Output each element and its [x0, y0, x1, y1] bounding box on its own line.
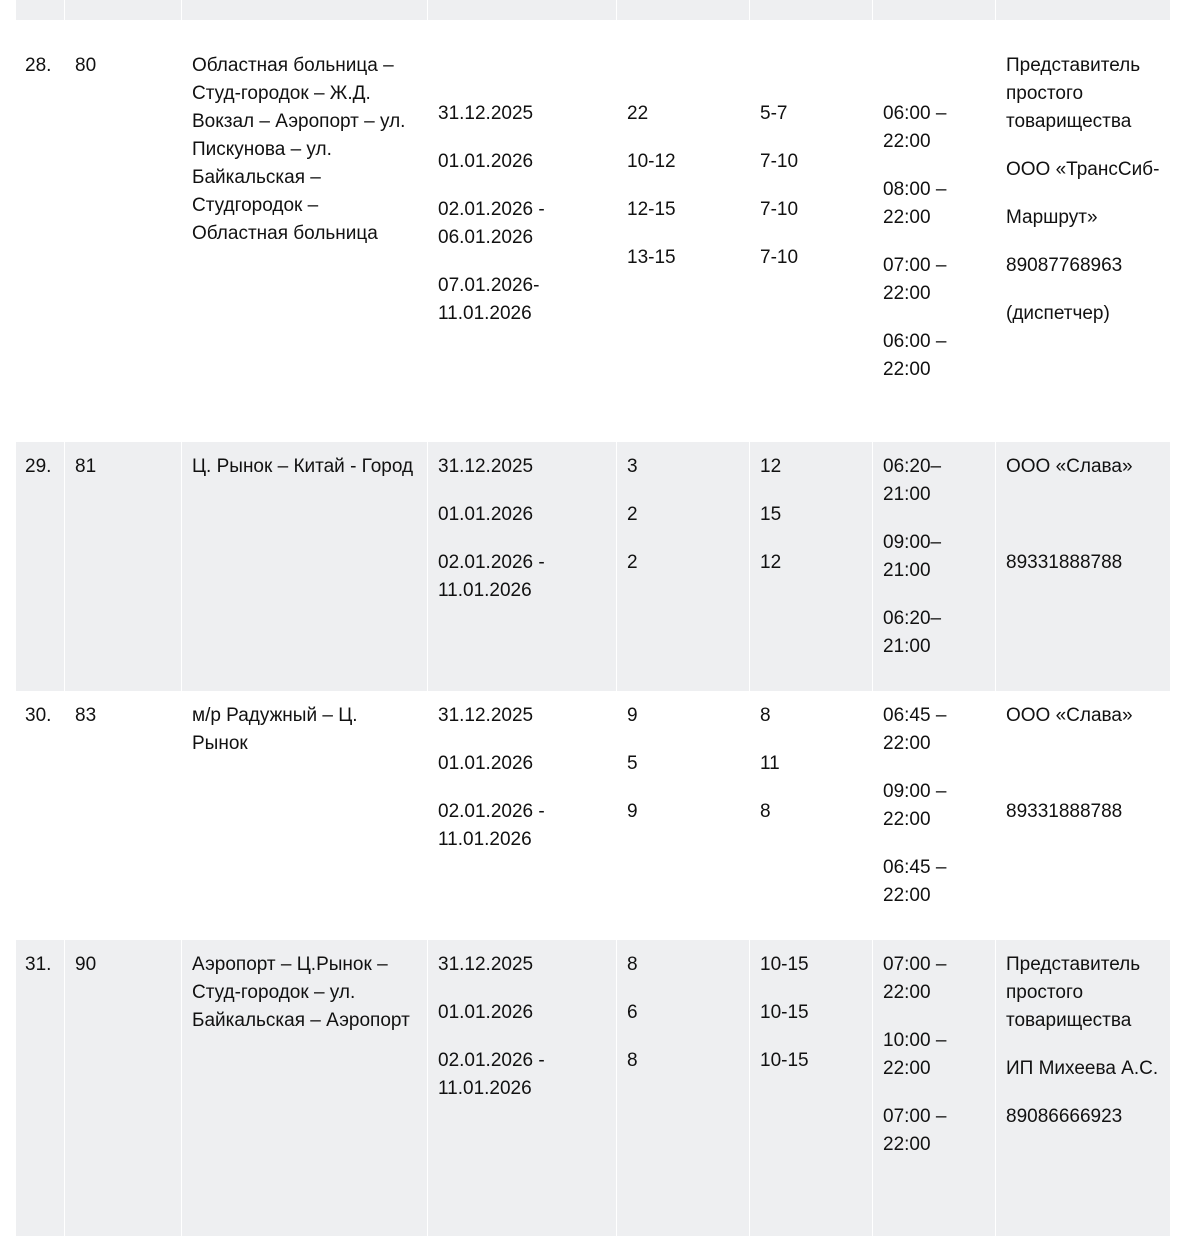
dates-cell	[427, 691, 616, 940]
quantity: 6	[627, 1002, 638, 1023]
table-row	[16, 940, 1170, 1236]
quantity: 5	[627, 753, 638, 774]
date: 01.01.2026	[438, 151, 534, 172]
table-row	[16, 691, 1170, 940]
time-range: 06:45 – 22:00	[883, 857, 947, 906]
dates-cell	[427, 442, 616, 691]
quantity: 22	[627, 103, 649, 124]
row-number: 29.	[25, 456, 52, 477]
time-cell	[872, 940, 995, 1236]
quantity: 3	[627, 456, 638, 477]
time-range: 06:00 – 22:00	[883, 331, 947, 380]
date: 02.01.2026 - 11.01.2026	[438, 801, 545, 850]
operator-text: ООО «Слава»	[1006, 456, 1133, 477]
date: 02.01.2026 - 11.01.2026	[438, 1050, 545, 1099]
operator-text: ООО «ТрансСиб-	[1006, 159, 1160, 180]
operator-phone: 89331888788	[1006, 801, 1123, 822]
route-path: Аэропорт – Ц.Рынок – Студ-городок – ул. Байкальская – Аэропорт	[181, 940, 427, 1236]
interval-cell	[749, 442, 872, 691]
route-number: 83	[64, 691, 181, 940]
route-number: 90	[64, 940, 181, 1236]
interval: 5-7	[760, 103, 788, 124]
time-range: 08:00 – 22:00	[883, 179, 947, 228]
time-range: 07:00 – 22:00	[883, 255, 947, 304]
route-number: 80	[64, 20, 181, 442]
interval: 7-10	[760, 199, 799, 220]
quantity-cell	[616, 940, 749, 1236]
interval: 8	[760, 801, 771, 822]
date: 01.01.2026	[438, 753, 534, 774]
interval: 15	[760, 504, 782, 525]
time-cell	[872, 442, 995, 691]
time-range: 09:00– 21:00	[883, 532, 942, 581]
table-row	[16, 20, 1170, 442]
quantity: 8	[627, 1050, 638, 1071]
date: 31.12.2025	[438, 705, 534, 726]
time-range: 07:00 – 22:00	[883, 1106, 947, 1155]
table-row	[16, 442, 1170, 691]
interval: 10-15	[760, 1050, 809, 1071]
quantity: 2	[627, 552, 638, 573]
quantity: 13-15	[627, 247, 676, 268]
quantity: 2	[627, 504, 638, 525]
quantity: 12-15	[627, 199, 676, 220]
quantity: 9	[627, 801, 638, 822]
date: 01.01.2026	[438, 504, 534, 525]
interval: 10-15	[760, 954, 809, 975]
quantity-cell	[616, 691, 749, 940]
quantity: 8	[627, 954, 638, 975]
operator-text: (диспетчер)	[1006, 303, 1110, 324]
time-range: 07:00 – 22:00	[883, 954, 947, 1003]
date: 02.01.2026 - 06.01.2026	[438, 199, 545, 248]
date: 02.01.2026 - 11.01.2026	[438, 552, 545, 601]
route-number: 81	[64, 442, 181, 691]
interval: 12	[760, 456, 782, 477]
route-path: м/р Радужный – Ц. Рынок	[181, 691, 427, 940]
date: 07.01.2026- 11.01.2026	[438, 275, 540, 324]
row-number: 30.	[25, 705, 52, 726]
schedule-table	[16, 0, 1170, 1236]
date: 31.12.2025	[438, 954, 534, 975]
interval-cell	[749, 691, 872, 940]
operator-text: Представитель простого товарищества	[1006, 55, 1141, 132]
quantity-cell	[616, 442, 749, 691]
dates-cell	[427, 20, 616, 442]
operator-phone: 89087768963	[1006, 255, 1123, 276]
date: 31.12.2025	[438, 103, 534, 124]
time-cell	[872, 691, 995, 940]
operator-phone: 89086666923	[1006, 1106, 1123, 1127]
table-row-previous-partial	[16, 0, 1170, 20]
time-range: 10:00 – 22:00	[883, 1030, 947, 1079]
quantity: 10-12	[627, 151, 676, 172]
interval: 10-15	[760, 1002, 809, 1023]
operator-text: Маршрут»	[1006, 207, 1098, 228]
operator-cell	[995, 442, 1170, 691]
row-number: 28.	[25, 55, 52, 76]
interval: 7-10	[760, 247, 799, 268]
interval-cell	[749, 20, 872, 442]
interval: 8	[760, 705, 771, 726]
operator-phone: 89331888788	[1006, 552, 1123, 573]
date: 31.12.2025	[438, 456, 534, 477]
interval-cell	[749, 940, 872, 1236]
operator-cell	[995, 691, 1170, 940]
interval: 11	[760, 753, 780, 774]
quantity: 9	[627, 705, 638, 726]
time-range: 06:20– 21:00	[883, 608, 942, 657]
time-range: 09:00 – 22:00	[883, 781, 947, 830]
time-range: 06:00 – 22:00	[883, 103, 947, 152]
quantity-cell	[616, 20, 749, 442]
date: 01.01.2026	[438, 1002, 534, 1023]
operator-text: Представитель простого товарищества	[1006, 954, 1141, 1031]
route-path: Ц. Рынок – Китай - Город	[181, 442, 427, 691]
time-range: 06:45 – 22:00	[883, 705, 947, 754]
operator-text: ООО «Слава»	[1006, 705, 1133, 726]
time-range: 06:20– 21:00	[883, 456, 942, 505]
interval: 7-10	[760, 151, 799, 172]
row-number: 31.	[25, 954, 52, 975]
dates-cell	[427, 940, 616, 1236]
operator-cell	[995, 940, 1170, 1236]
time-cell	[872, 20, 995, 442]
interval: 12	[760, 552, 782, 573]
operator-text: ИП Михеева А.С.	[1006, 1058, 1159, 1079]
operator-cell	[995, 20, 1170, 442]
route-path: Областная больница – Студ-городок – Ж.Д. Вокзал – Аэропорт – ул. Пискунова – ул. Байкальская – Студгородок – Областная больница	[181, 20, 427, 442]
